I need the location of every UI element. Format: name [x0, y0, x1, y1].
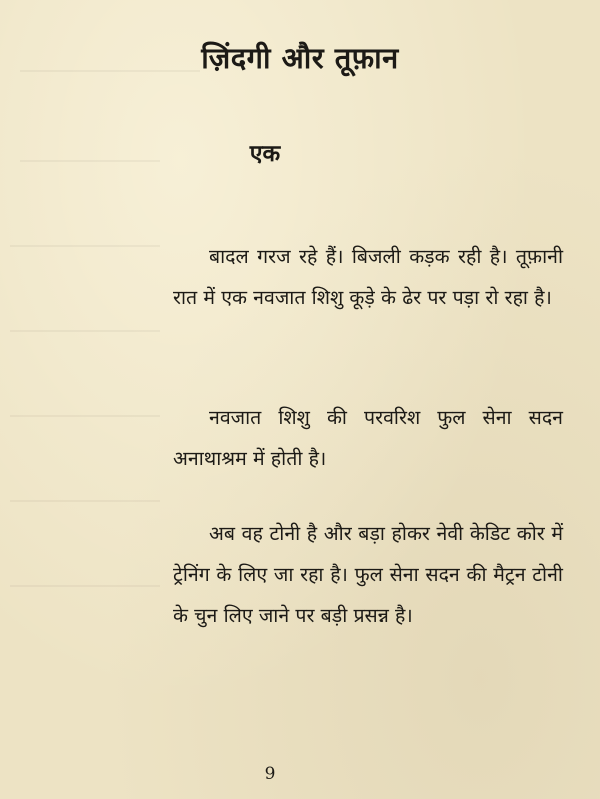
paragraph-2: नवजात शिशु की परवरिश फुल सेना सदन अनाथाश्रम में होती है।	[173, 406, 563, 470]
paragraph-1: बादल गरज रहे हैं। बिजली कड़क रही है। तूफ़ानी रात में एक नवजात शिशु कूड़े के ढेर पर पड़ा रो रहा है।	[173, 245, 563, 309]
bleed-through-line	[10, 500, 160, 502]
page-number: 9	[264, 764, 276, 784]
bleed-through-line	[10, 585, 160, 587]
bleed-through-line	[10, 415, 160, 417]
bleed-through-line	[10, 245, 160, 247]
chapter-title: ज़िंदगी और तूफ़ान	[201, 41, 399, 75]
bleed-through-line	[10, 330, 160, 332]
paragraph-3: अब वह टोनी है और बड़ा होकर नेवी केडिट कोर में ट्रेनिंग के लिए जा रहा है। फुल सेना सदन की मैट्रन टोनी के चुन लिए जाने पर बड़ी प्रसन्न है।	[173, 522, 563, 627]
section-heading: एक	[249, 141, 281, 167]
